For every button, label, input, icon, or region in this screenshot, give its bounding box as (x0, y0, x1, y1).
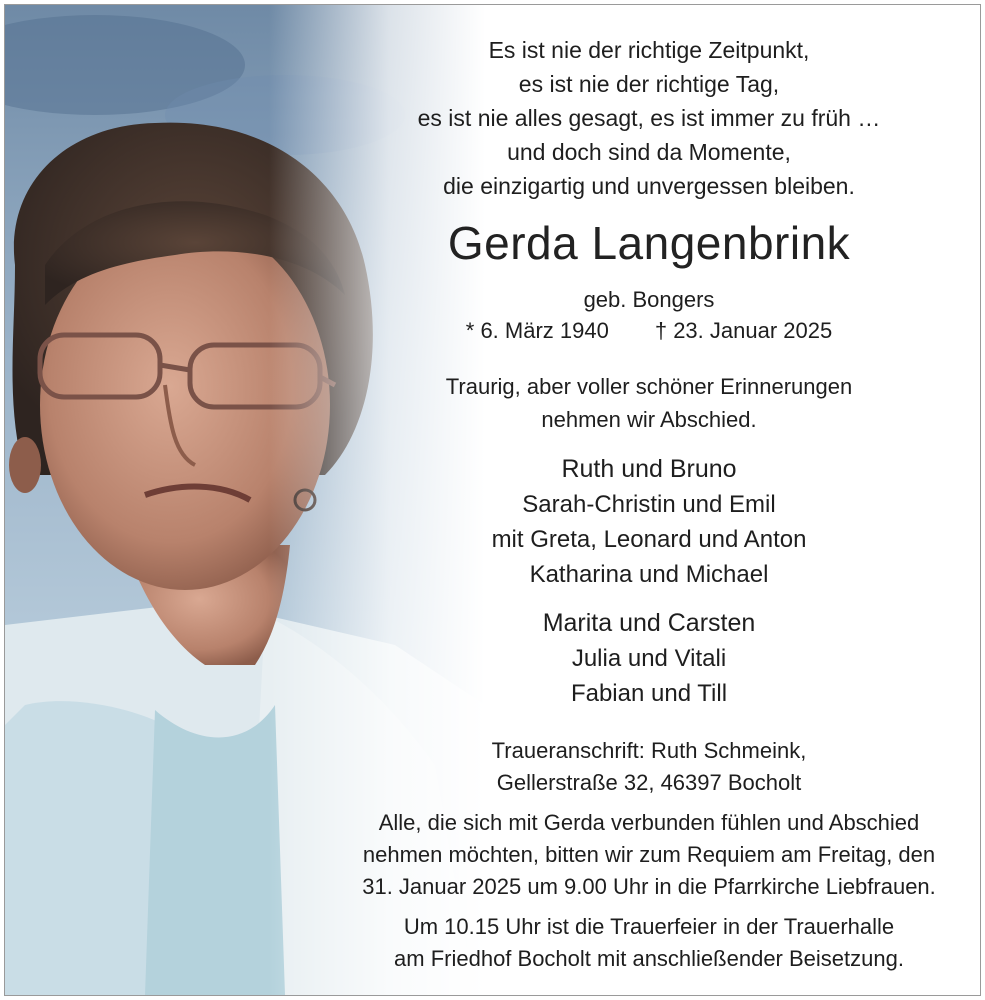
poem-line: und doch sind da Momente, (507, 139, 791, 165)
mourners-group (323, 605, 975, 711)
farewell-text (323, 370, 975, 436)
poem (323, 33, 975, 203)
mourning-address (323, 735, 975, 799)
deceased-name: Gerda Langenbrink (447, 217, 851, 269)
poem-line: es ist nie alles gesagt, es ist immer zu früh … (417, 105, 881, 131)
obituary-notice (4, 4, 981, 996)
poem-line: Es ist nie der richtige Zeitpunkt, (488, 37, 810, 63)
ceremony-info (323, 911, 975, 975)
requiem-info (323, 807, 975, 903)
address-line: Traueranschrift: Ruth Schmeink, (491, 738, 807, 763)
farewell-line: nehmen wir Abschied. (541, 407, 757, 432)
notice-text (323, 5, 975, 995)
requiem-line: 31. Januar 2025 um 9.00 Uhr in die Pfarrkirche Liebfrauen. (362, 874, 936, 899)
birth-date: * 6. März 1940 (465, 318, 609, 343)
mourners-head: Ruth und Bruno (561, 455, 737, 483)
poem-line: die einzigartig und unvergessen bleiben. (443, 173, 855, 199)
poem-line: es ist nie der richtige Tag, (518, 71, 780, 97)
requiem-line: nehmen möchten, bitten wir zum Requiem am Freitag, den (362, 842, 936, 867)
mourners-group (323, 451, 975, 592)
farewell-line: Traurig, aber voller schöner Erinnerungen (445, 374, 853, 399)
death-date: † 23. Januar 2025 (654, 318, 833, 343)
mourners-member: Fabian und Till (570, 680, 728, 707)
mourners-member: Katharina und Michael (529, 561, 769, 588)
mourners-member: Julia und Vitali (571, 645, 727, 672)
requiem-line: Alle, die sich mit Gerda verbunden fühlen und Abschied (378, 810, 920, 835)
life-dates (323, 315, 975, 347)
ceremony-line: Um 10.15 Uhr ist die Trauerfeier in der Trauerhalle (403, 914, 895, 939)
mourners-member: Sarah-Christin und Emil (522, 491, 776, 518)
mourners-head: Marita und Carsten (542, 609, 756, 637)
birth-name: geb. Bongers (583, 287, 715, 312)
mourners-member: mit Greta, Leonard und Anton (491, 526, 807, 553)
address-line: Gellerstraße 32, 46397 Bocholt (496, 770, 802, 795)
ceremony-line: am Friedhof Bocholt mit anschließender Beisetzung. (394, 946, 904, 971)
